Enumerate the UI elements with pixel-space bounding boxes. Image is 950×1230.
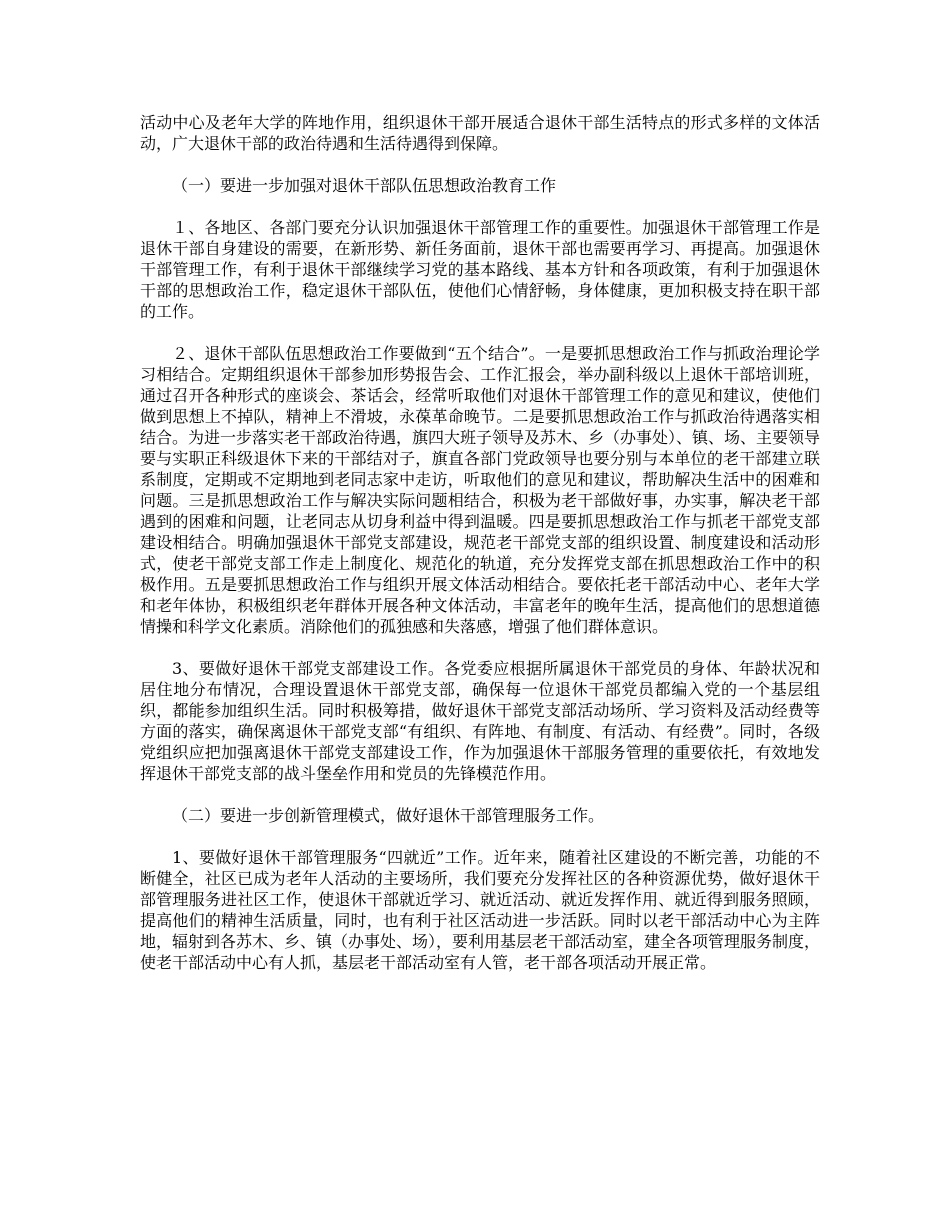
section-heading-1: （一）要进一步加强对退休干部队伍思想政治教育工作 xyxy=(172,176,557,195)
paragraph-item-2: ２、退休干部队伍思想政治工作要做到“五个结合”。一是要抓思想政治工作与抓政治理论学习相结合。定期组织退休干部参加形势报告会、工作汇报会，举办副科级以上退休干部培训班，通过召开各种形式的座谈会、茶话会，经常听取他们对退休干部管理工作的意见和建议，使他们做到思想上不掉队，精神上不滑坡，永葆革命晚节。二是要抓思想政治工作与抓政治待遇落实相结合。为进一步落实老干部政治待遇，旗四大班子领导及苏木、乡（办事处）、镇、场、主要领导要与实职正科级退休下来的干部结对子，旗直各部门党政领导也要分别与本单位的老干部建立联系制度，定期或不定期地到老同志家中走访，听取他们的意见和建议，帮助解决生活中的困难和问题。三是抓思想政治工作与解决实际问题相结合，积极为老干部做好事，办实事，解决老干部遇到的困难和问题，让老同志从切身利益中得到温暖。四是要抓思想政治工作与抓老干部党支部建设相结合。明确加强退休干部党支部建设，规范老干部党支部的组织设置、制度建设和活动形式，使老干部党支部工作走上制度化、规范化的轨道，充分发挥党支部在抓思想政治工作中的积极作用。五是要抓思想政治工作与组织开展文体活动相结合。要依托老干部活动中心、老年大学和老年体协，积极组织老年群体开展各种文体活动，丰富老年的晚年生活，提高他们的思想道德情操和科学文化素质。消除他们的孤独感和失落感，增强了他们群体意识。 xyxy=(140,344,821,636)
paragraph-item-1: １、各地区、各部门要充分认识加强退休干部管理工作的重要性。加强退休干部管理工作是退休干部自身建设的需要，在新形势、新任务面前，退休干部也需要再学习、再提高。加强退休干部管理工作，有利于退休干部继续学习党的基本路线、基本方针和各项政策，有利于加强退休干部的思想政治工作，稳定退休干部队伍，使他们心情舒畅，身体健康，更加积极支持在职干部的工作。 xyxy=(140,218,820,321)
paragraph-continuation: 活动中心及老年大学的阵地作用，组织退休干部开展适合退休干部生活特点的形式多样的文体活动，广大退休干部的政治待遇和生活待遇得到保障。 xyxy=(140,113,820,153)
paragraph-item-4: 1、要做好退休干部管理服务“四就近”工作。近年来，随着社区建设的不断完善，功能的不断健全，社区已成为老年人活动的主要场所，我们要充分发挥社区的各种资源优势，做好退休干部管理服务进社区工作，使退休干部就近学习、就近活动、就近发挥作用、就近得到服务照顾，提高他们的精神生活质量，同时，也有利于社区活动进一步活跃。同时以老干部活动中心为主阵地，辐射到各苏木、乡、镇（办事处、场），要利用基层老干部活动室，建全各项管理服务制度，使老干部活动中心有人抓，基层老干部活动室有人管，老干部各项活动开展正常。 xyxy=(140,848,821,972)
document-body xyxy=(140,112,820,994)
section-heading-2: （二）要进一步创新管理模式，做好退休干部管理服务工作。 xyxy=(172,806,605,825)
paragraph-item-3: 3、要做好退休干部党支部建设工作。各党委应根据所属退休干部党员的身体、年龄状况和居住地分布情况，合理设置退休干部党支部，确保每一位退休干部党员都编入党的一个基层组织，都能参加组织生活。同时积极筹措，做好退休干部党支部活动场所、学习资料及活动经费等方面的落实，确保离退休干部党支部“有组织、有阵地、有制度、有活动、有经费”。同时，各级党组织应把加强离退休干部党支部建设工作，作为加强退休干部服务管理的重要依托，有效地发挥退休干部党支部的战斗堡垒作用和党员的先锋模范作用。 xyxy=(140,659,820,783)
